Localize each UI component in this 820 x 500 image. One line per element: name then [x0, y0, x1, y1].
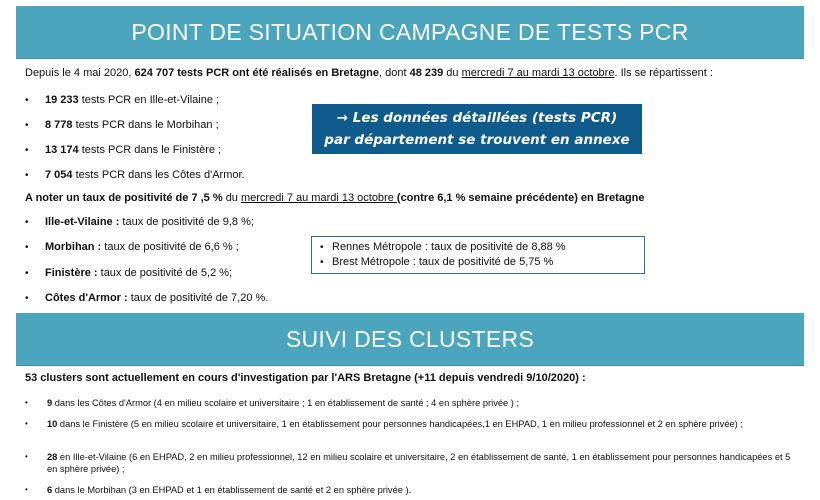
bullet-icon: •	[25, 452, 28, 461]
department-item: • Finistère : taux de positivité de 5,2 %;	[25, 267, 233, 279]
tests-section-banner	[16, 6, 804, 59]
tests-section-title: POINT DE SITUATION CAMPAGNE DE TESTS PCR	[131, 19, 689, 45]
bullet-icon: •	[25, 145, 29, 156]
department-item: • Ille-et-Vilaine : taux de positivité de 9,8 %;	[25, 216, 254, 228]
bullet-icon: •	[25, 242, 29, 253]
bullet-icon: •	[25, 95, 29, 106]
metropole-box	[311, 236, 645, 274]
positivity-period: mercredi 7 au mardi 13 octobre	[240, 192, 397, 204]
bullet-icon: •	[25, 217, 29, 228]
intro-paragraph: Depuis le 4 mai 2020, 624 707 tests PCR ont été réalisés en Bretagne, dont 48 239 du mercredi 7 au mardi 13 octobre. Ils se répartissent :	[25, 67, 713, 79]
bullet-icon: •	[25, 398, 28, 407]
clusters-section-banner	[16, 313, 804, 366]
cluster-item: • 28 en Ille-et-Vilaine (6 en EHPAD, 2 en milieu professionnel, 12 en milieu scolaire et universitaire, 2 en établissement de santé, 1 en établissement pour personnes handicapées et 5 en sphère privée) ;	[25, 452, 791, 474]
bullet-icon: •	[25, 419, 28, 428]
tests-item: • 13 174 tests PCR dans le Finistère ;	[25, 144, 222, 156]
positivity-paragraph: A noter un taux de positivité de 7 ,5 % du mercredi 7 au mardi 13 octobre (contre 6,1 % semaine précédente) en Bretagne	[25, 192, 645, 204]
tests-item: • 19 233 tests PCR en Ille-et-Vilaine ;	[25, 94, 220, 106]
weekly-tests: 48 239	[409, 67, 444, 79]
cluster-item: • 6 dans le Morbihan (3 en EHPAD et 1 en établissement de santé et 2 en sphère privée ).	[25, 485, 412, 495]
cluster-item: • 9 dans les Côtes d'Armor (4 en milieu scolaire et universitaire ; 1 en établissement de santé ; 4 en sphère privée ) ;	[25, 398, 520, 408]
bullet-icon: •	[25, 120, 29, 131]
bullet-icon: •	[25, 170, 29, 181]
bullet-icon: •	[320, 257, 324, 268]
clusters-section-title: SUIVI DES CLUSTERS	[285, 326, 535, 352]
bullet-icon: •	[25, 485, 28, 494]
tests-item: • 8 778 tests PCR dans le Morbihan ;	[25, 119, 219, 131]
department-item: • Morbihan : taux de positivité de 6,6 % ;	[25, 241, 239, 253]
bullet-icon: •	[320, 242, 324, 253]
cluster-item: • 10 dans le Finistère (5 en milieu scolaire et universitaire, 1 en établissement pour personnes handicapées,1 en EHPAD, 1 en milieu professionnel et 2 en sphère privée) ;	[25, 419, 743, 429]
metro-item: • Rennes Métropole : taux de positivité de 8,88 %	[320, 241, 566, 253]
annex-callout: → Les données détaillées (tests PCR) par département se trouvent en annexe	[312, 104, 642, 154]
tests-item: • 7 054 tests PCR dans les Côtes d'Armor.	[25, 169, 245, 181]
bullet-icon: •	[25, 293, 29, 304]
total-tests: 624 707 tests PCR ont été réalisés en Bretagne	[134, 67, 380, 79]
metro-item: • Brest Métropole : taux de positivité de 5,75 %	[320, 256, 554, 268]
bullet-icon: •	[25, 268, 29, 279]
week-period: mercredi 7 au mardi 13 octobre	[461, 67, 615, 79]
department-item: • Côtes d'Armor : taux de positivité de 7,20 %.	[25, 292, 269, 304]
clusters-intro: 53 clusters sont actuellement en cours d'investigation par l'ARS Bretagne (+11 depuis vendredi 9/10/2020) :	[25, 372, 586, 384]
